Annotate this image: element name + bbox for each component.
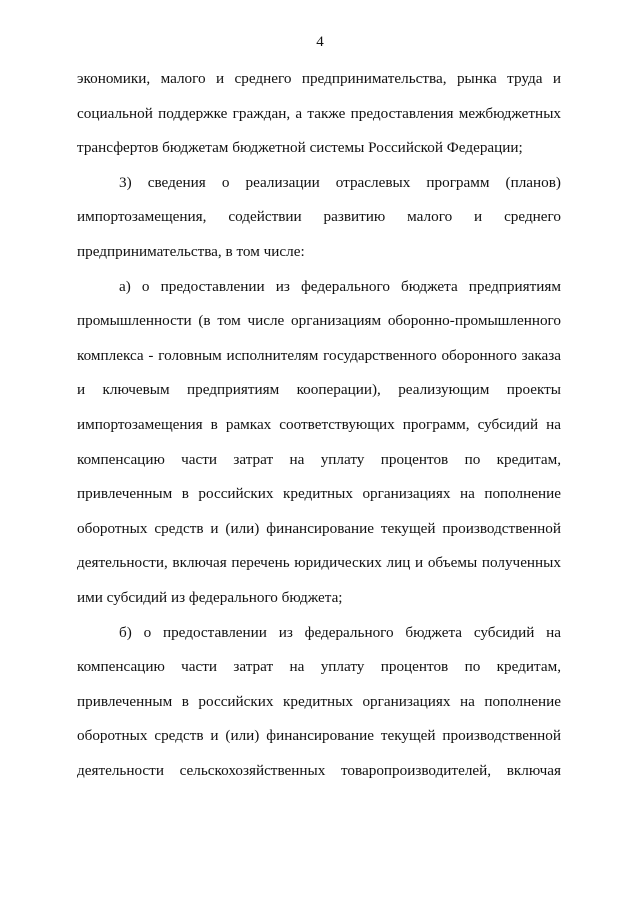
text-line: деятельности, включая перечень юридических лиц и объемы полученных xyxy=(77,554,561,572)
text-line: импортозамещения в рамках соответствующих программ, субсидий на xyxy=(77,415,561,433)
paragraph-item-3 xyxy=(77,166,561,270)
text-line: промышленности (в том числе организациям оборонно-промышленного xyxy=(77,312,561,330)
text-line: экономики, малого и среднего предпринимательства, рынка труда и xyxy=(77,70,561,87)
paragraph-item-b xyxy=(77,616,561,789)
text-line: компенсацию части затрат на уплату процентов по кредитам, xyxy=(77,658,561,676)
text-line: и ключевым предприятиям кооперации), реализующим проекты xyxy=(77,381,561,399)
text-line: комплекса - головным исполнителям государственного оборонного заказа xyxy=(77,346,561,364)
text-line: импортозамещения, содействии развитию малого и среднего xyxy=(77,208,561,226)
text-line: б) о предоставлении из федерального бюджета субсидий на xyxy=(119,623,561,641)
text-line: привлеченным в российских кредитных организациях на пополнение xyxy=(77,692,561,710)
paragraph-continuation xyxy=(77,62,561,166)
paragraph-item-a xyxy=(77,270,561,616)
text-line: привлеченным в российских кредитных организациях на пополнение xyxy=(77,485,561,503)
text-line: компенсацию части затрат на уплату процентов по кредитам, xyxy=(77,450,561,468)
text-line: оборотных средств и (или) финансирование текущей производственной xyxy=(77,519,561,537)
text-line: социальной поддержке граждан, а также предоставления межбюджетных xyxy=(77,104,561,122)
text-line: ими субсидий из федерального бюджета; xyxy=(77,588,343,606)
text-line: 3) сведения о реализации отраслевых программ (планов) xyxy=(119,173,561,191)
page-number: 4 xyxy=(316,34,324,50)
text-line: предпринимательства, в том числе: xyxy=(77,242,305,260)
text-line: оборотных средств и (или) финансирование текущей производственной xyxy=(77,727,561,745)
document-body xyxy=(77,62,561,788)
text-line: деятельности сельскохозяйственных товаропроизводителей, включая xyxy=(77,761,561,779)
text-line: трансфертов бюджетам бюджетной системы Российской Федерации; xyxy=(77,139,523,157)
text-line: а) о предоставлении из федерального бюджета предприятиям xyxy=(119,277,561,295)
